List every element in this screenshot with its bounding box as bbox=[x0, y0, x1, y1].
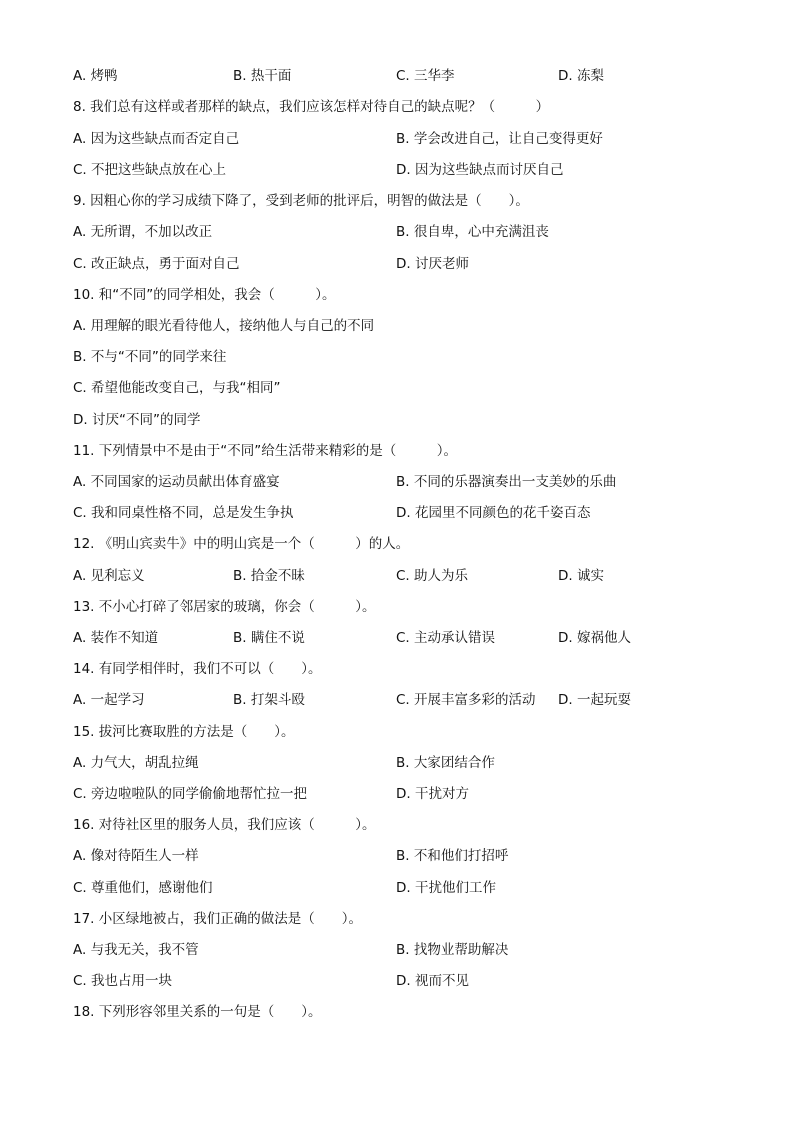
q14-option-a: A. 一起学习 bbox=[73, 692, 145, 708]
q9-option-d: D. 讨厌老师 bbox=[396, 256, 469, 272]
q13-option-b: B. 瞒住不说 bbox=[233, 630, 305, 646]
q8-option-b: B. 学会改进自己，让自己变得更好 bbox=[396, 131, 603, 147]
q10-option-d: D. 讨厌“不同”的同学 bbox=[73, 412, 201, 428]
q17-option-b: B. 找物业帮助解决 bbox=[396, 942, 509, 958]
q11-option-a: A. 不同国家的运动员献出体育盛宴 bbox=[73, 474, 280, 490]
q10-option-a: A. 用理解的眼光看待他人，接纳他人与自己的不同 bbox=[73, 318, 375, 334]
q18-stem: 18. 下列形容邻里关系的一句是（ ）。 bbox=[73, 1004, 322, 1020]
q9-stem: 9. 因粗心你的学习成绩下降了，受到老师的批评后，明智的做法是（ ）。 bbox=[73, 193, 529, 209]
q17-option-d: D. 视而不见 bbox=[396, 973, 469, 989]
q7-option-b: B. 热干面 bbox=[233, 68, 292, 84]
q16-option-b: B. 不和他们打招呼 bbox=[396, 848, 509, 864]
q7-option-c: C. 三华李 bbox=[396, 68, 455, 84]
q13-option-a: A. 装作不知道 bbox=[73, 630, 159, 646]
q8-option-c: C. 不把这些缺点放在心上 bbox=[73, 162, 227, 178]
q8-option-d: D. 因为这些缺点而讨厌自己 bbox=[396, 162, 564, 178]
q7-option-d: D. 冻梨 bbox=[558, 68, 604, 84]
q11-option-d: D. 花园里不同颜色的花千姿百态 bbox=[396, 505, 591, 521]
q15-option-c: C. 旁边啦啦队的同学偷偷地帮忙拉一把 bbox=[73, 786, 308, 802]
q17-option-a: A. 与我无关，我不管 bbox=[73, 942, 199, 958]
q12-option-b: B. 拾金不昧 bbox=[233, 568, 305, 584]
q9-option-a: A. 无所谓，不加以改正 bbox=[73, 224, 213, 240]
q15-stem: 15. 拔河比赛取胜的方法是（ ）。 bbox=[73, 724, 295, 740]
q14-option-d: D. 一起玩耍 bbox=[558, 692, 631, 708]
q12-option-a: A. 见利忘义 bbox=[73, 568, 145, 584]
q14-stem: 14. 有同学相伴时，我们不可以（ ）。 bbox=[73, 661, 322, 677]
q7-option-a: A. 烤鸭 bbox=[73, 68, 118, 84]
q11-option-b: B. 不同的乐器演奏出一支美妙的乐曲 bbox=[396, 474, 617, 490]
q16-option-c: C. 尊重他们，感谢他们 bbox=[73, 880, 213, 896]
q17-option-c: C. 我也占用一块 bbox=[73, 973, 173, 989]
q14-option-b: B. 打架斗殴 bbox=[233, 692, 305, 708]
q13-option-c: C. 主动承认错误 bbox=[396, 630, 496, 646]
q8-stem: 8. 我们总有这样或者那样的缺点，我们应该怎样对待自己的缺点呢？（ ） bbox=[73, 99, 550, 115]
q9-option-c: C. 改正缺点，勇于面对自己 bbox=[73, 256, 240, 272]
q16-option-a: A. 像对待陌生人一样 bbox=[73, 848, 199, 864]
q15-option-d: D. 干扰对方 bbox=[396, 786, 469, 802]
q16-stem: 16. 对待社区里的服务人员，我们应该（ ）。 bbox=[73, 817, 376, 833]
q12-option-c: C. 助人为乐 bbox=[396, 568, 469, 584]
q12-stem: 12. 《明山宾卖牛》中的明山宾是一个（ ）的人。 bbox=[73, 536, 410, 552]
q13-stem: 13. 不小心打碎了邻居家的玻璃，你会（ ）。 bbox=[73, 599, 376, 615]
q15-option-a: A. 力气大，胡乱拉绳 bbox=[73, 755, 199, 771]
q16-option-d: D. 干扰他们工作 bbox=[396, 880, 496, 896]
q10-option-c: C. 希望他能改变自己，与我“相同” bbox=[73, 380, 281, 396]
q9-option-b: B. 很自卑，心中充满沮丧 bbox=[396, 224, 549, 240]
q13-option-d: D. 嫁祸他人 bbox=[558, 630, 631, 646]
q17-stem: 17. 小区绿地被占，我们正确的做法是（ ）。 bbox=[73, 911, 363, 927]
q14-option-c: C. 开展丰富多彩的活动 bbox=[396, 692, 536, 708]
q12-option-d: D. 诚实 bbox=[558, 568, 604, 584]
q11-stem: 11. 下列情景中不是由于“不同”给生活带来精彩的是（ ）。 bbox=[73, 443, 457, 459]
q10-stem: 10. 和“不同”的同学相处，我会（ ）。 bbox=[73, 287, 336, 303]
q15-option-b: B. 大家团结合作 bbox=[396, 755, 495, 771]
q11-option-c: C. 我和同桌性格不同，总是发生争执 bbox=[73, 505, 294, 521]
q8-option-a: A. 因为这些缺点而否定自己 bbox=[73, 131, 240, 147]
q10-option-b: B. 不与“不同”的同学来往 bbox=[73, 349, 227, 365]
